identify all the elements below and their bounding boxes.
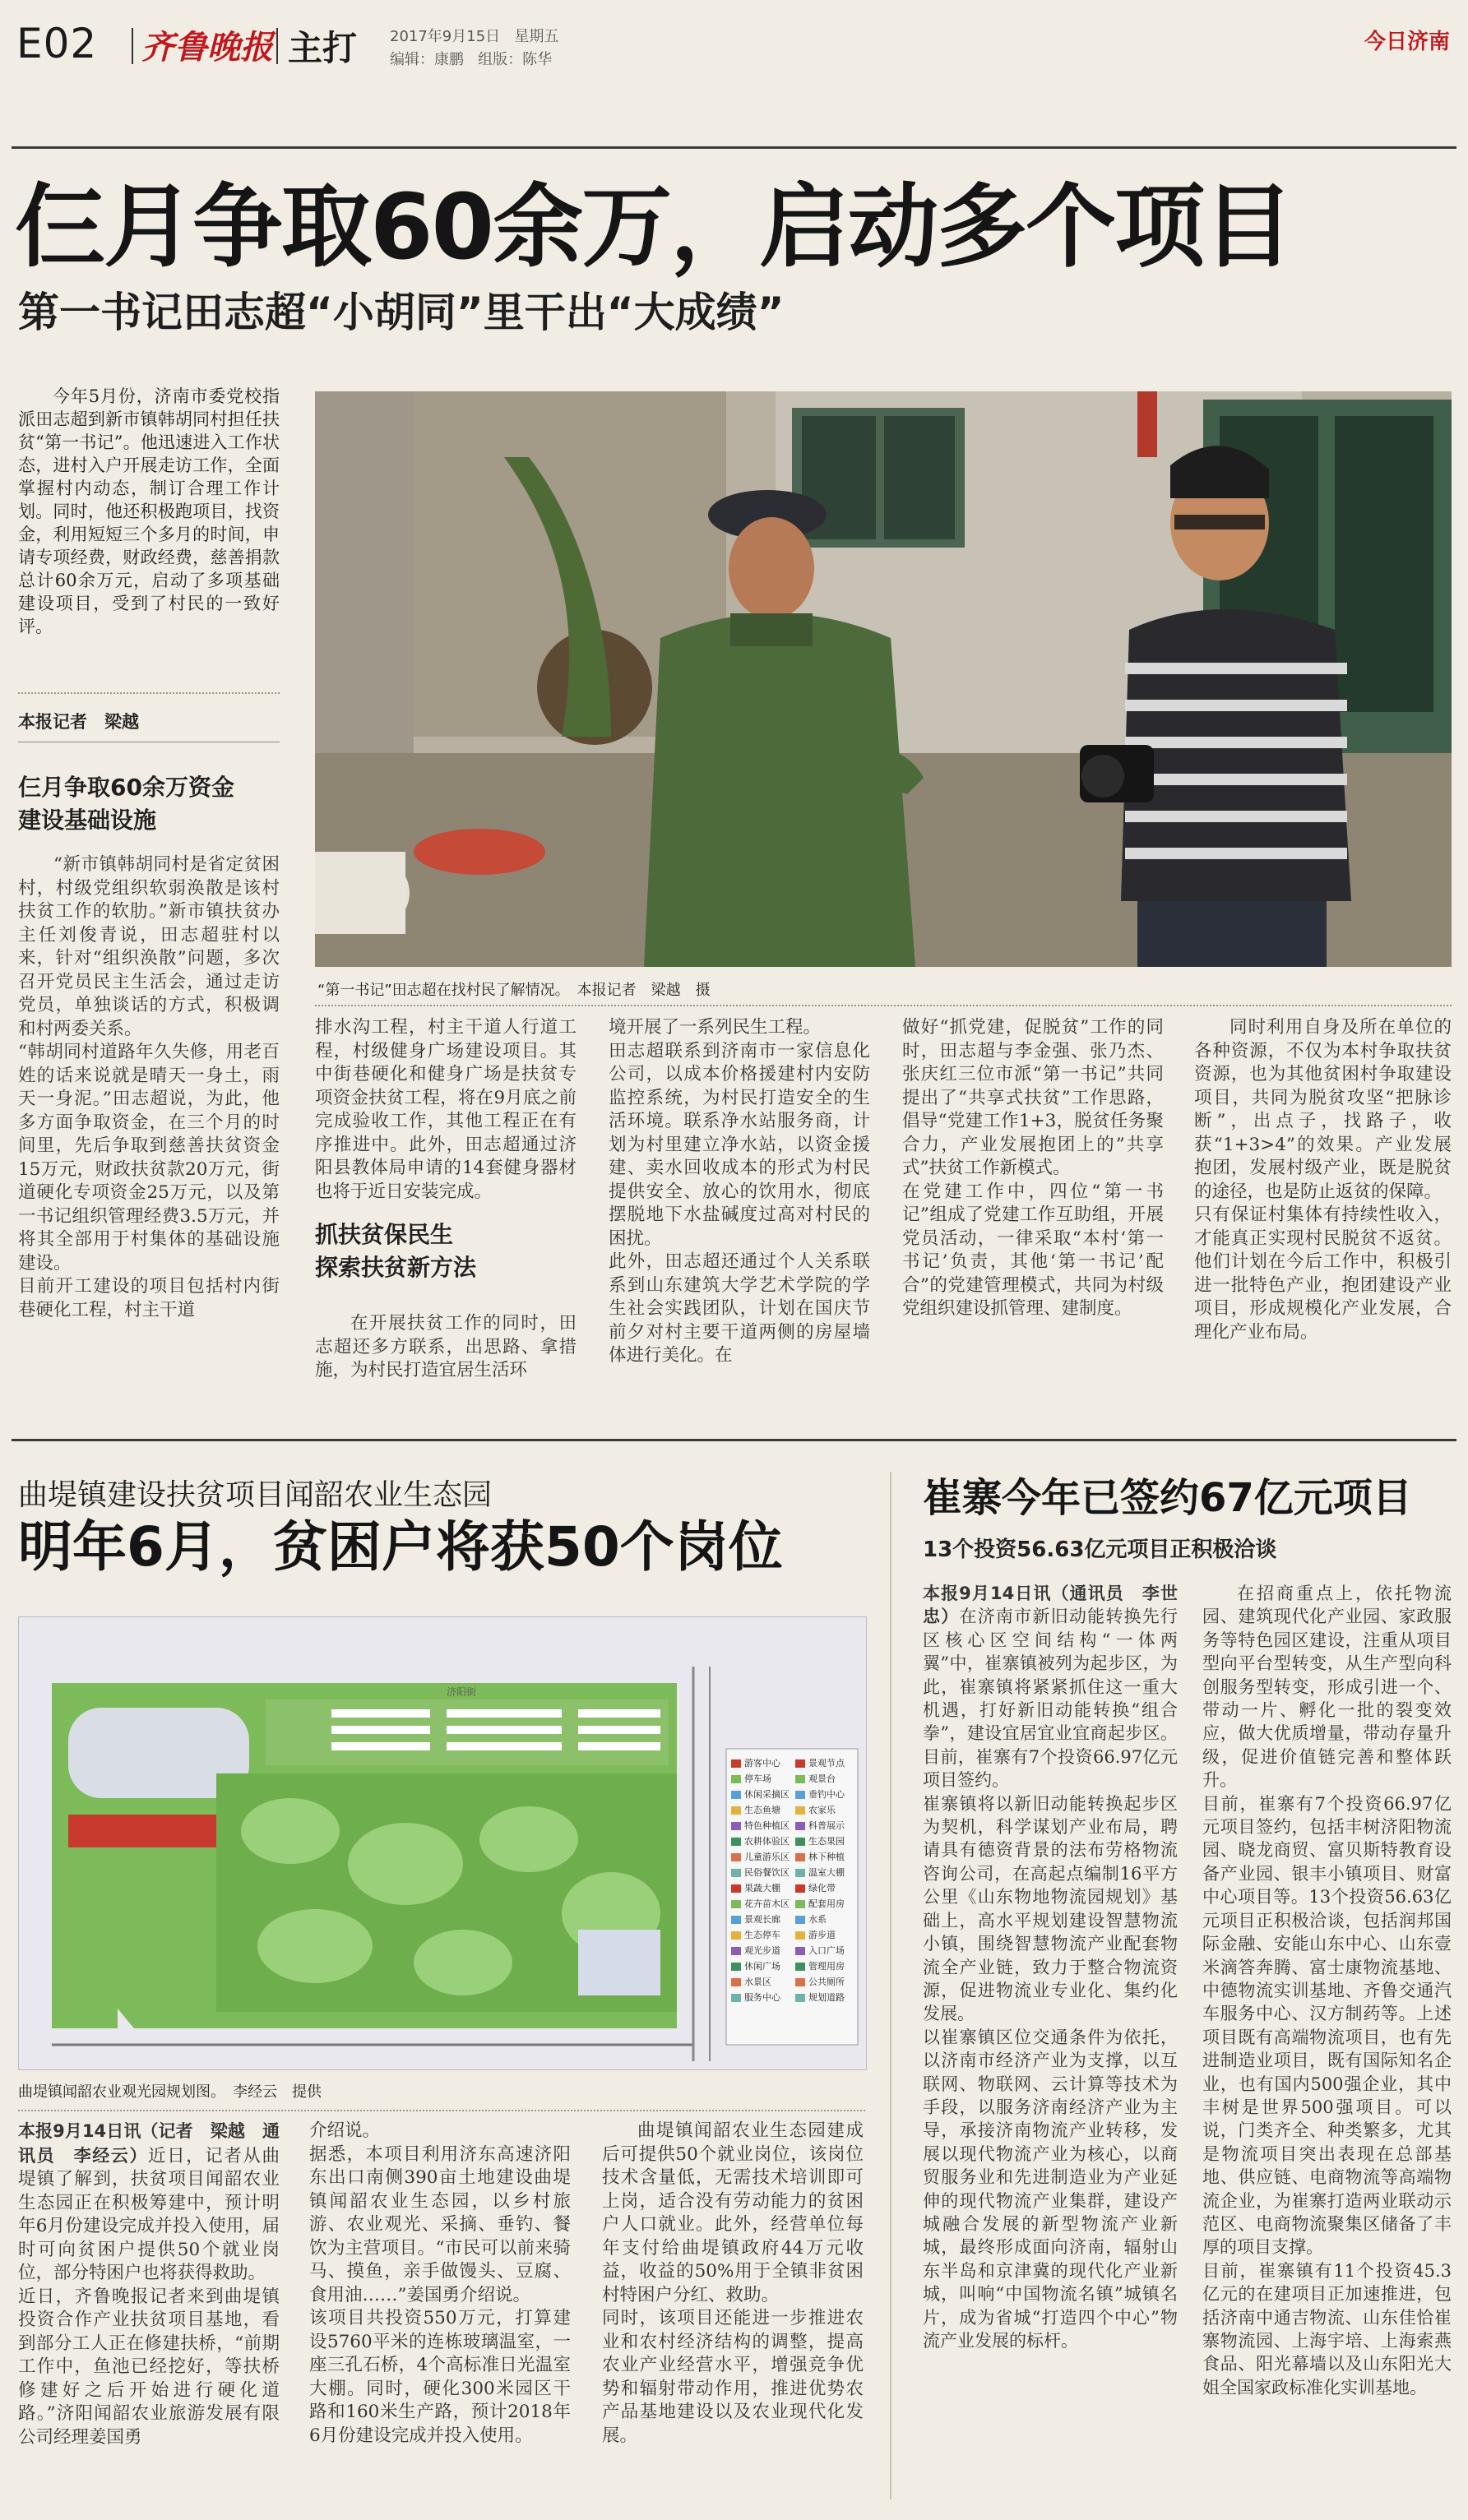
legend-label: 管理用房 bbox=[808, 1961, 845, 1972]
legend-swatch bbox=[731, 1806, 741, 1815]
legend-label: 停车场 bbox=[744, 1773, 771, 1784]
story2-byline: 本报9月14日讯（记者 梁越 通讯员 李经云） bbox=[18, 2121, 280, 2166]
legend-item bbox=[731, 1943, 794, 1958]
legend-label: 特色种植区 bbox=[744, 1820, 790, 1831]
editor-credits bbox=[390, 48, 552, 69]
legend-item bbox=[795, 1787, 854, 1802]
legend-swatch bbox=[731, 1963, 741, 1971]
lead-rule bbox=[18, 692, 280, 694]
legend-swatch bbox=[731, 1947, 741, 1955]
legend-swatch bbox=[795, 1884, 805, 1893]
legend-swatch bbox=[795, 1900, 805, 1908]
issue-date bbox=[390, 25, 558, 46]
legend-item bbox=[795, 1880, 854, 1896]
legend-item bbox=[731, 1974, 794, 1990]
story3-headline: 崔寨今年已签约67亿元项目 bbox=[923, 1475, 1412, 1521]
legend-item bbox=[795, 1818, 854, 1833]
legend-item bbox=[731, 1880, 794, 1896]
legend-label: 温室大棚 bbox=[808, 1867, 845, 1878]
legend-label: 服务中心 bbox=[744, 1992, 780, 2003]
story3-col1: 在济南市新旧动能转换先行区核心区空间结构“一体两翼”中，崔寨镇被列为起步区，为此，崔寨镇将紧紧抓住这一重大机遇，打好新旧动能转换“组合拳”，建设宜居宜业宜商起步区。目前，崔寨有7个投资66.97亿元项目签约。 崔寨镇将以新旧动能转换起步区为契机，科学谋划产业布局，聘请具有德资背景的法布劳格物流咨询公司，在高起点编制16平方公里《山东物地物流园规划》基础上，高水平规划建设智慧物流小镇，围绕智慧物流产业配套物流全产业链，致力于整合物流资源，促进物流业专业化、集约化发展。 以崔寨镇区位交通条件为依托，以济南市经济产业为支撑，以互联网、物联网、云计算等技术为手段，以服务济南经济产业为主导，承接济南物流产业转移，发展以现代物流产业为核心，以商贸服务业和先进制造业为产业延伸的现代物流产业集群，建设产城融合发展的新型物流产业新城，最终形成面向济南，辐射山东半岛和京津冀的现代化产业新城，叫响“中国物流名镇”城镇名片，成为省城“打造四个中心”物流产业发展的标杆。 bbox=[923, 1607, 1179, 2351]
legend-swatch bbox=[795, 1775, 805, 1783]
story2-text-1 bbox=[18, 2120, 280, 2449]
legend-label: 休闲采摘区 bbox=[744, 1789, 790, 1800]
legend-swatch bbox=[731, 1759, 741, 1768]
legend-label: 入口广场 bbox=[808, 1945, 845, 1956]
legend-label: 花卉苗木区 bbox=[744, 1898, 790, 1909]
row-rule bbox=[315, 1005, 1452, 1006]
legend-swatch bbox=[731, 1916, 741, 1924]
legend-column-left bbox=[731, 1755, 794, 2005]
legend-swatch bbox=[795, 1963, 805, 1971]
main-column-2b: 在开展扶贫工作的同时，田志超还多方联系，出思路、拿措施，为村民打造宜居生活环 bbox=[315, 1313, 577, 1380]
legend-swatch bbox=[731, 1978, 741, 1986]
legend-swatch bbox=[795, 1978, 805, 1986]
map-caption: 曲堤镇闻韶农业观光园规划图。 李经云 提供 bbox=[18, 2083, 322, 2101]
legend-label: 垂钓中心 bbox=[808, 1789, 845, 1800]
photo-farmer-and-secretary bbox=[315, 391, 1452, 967]
section-name: 主打 bbox=[288, 28, 358, 68]
legend-swatch bbox=[795, 1822, 805, 1830]
main-column-2: 排水沟工程，村主干道人行道工程，村级健身广场建设项目。其中街巷硬化和健身广场是扶贫专项资金扶贫工程，将在9月底之前完成验收工作，其他工程正在有序推进中。此外，田志超通过济阳县教体局申请的14套健身器材也将于近日安装完成。 bbox=[315, 1017, 577, 1202]
section-heading-1: 仨月争取60余万资金 建设基础设施 bbox=[18, 774, 234, 834]
legend-swatch bbox=[795, 1916, 805, 1924]
legend-item bbox=[731, 1990, 794, 2005]
legend-item bbox=[731, 1787, 794, 1802]
section-heading-2: 抓扶贫保民生 探索扶贫新方法 bbox=[315, 1221, 477, 1281]
legend-label: 儿童游乐区 bbox=[744, 1852, 790, 1862]
legend-item bbox=[731, 1818, 794, 1833]
story-divider bbox=[890, 1472, 891, 2499]
legend-swatch bbox=[731, 1931, 741, 1940]
legend-item bbox=[731, 1927, 794, 1943]
legend-item bbox=[795, 1755, 854, 1771]
map-rule bbox=[18, 2110, 865, 2111]
legend-item bbox=[795, 1896, 854, 1912]
legend-item bbox=[795, 1974, 854, 1990]
edition-label: 今日济南 bbox=[1364, 30, 1450, 54]
date-text: 2017年9月15日 bbox=[390, 28, 501, 45]
legend-item bbox=[795, 1865, 854, 1880]
legend-label: 景观节点 bbox=[808, 1758, 845, 1769]
legend-swatch bbox=[795, 1838, 805, 1846]
legend-item bbox=[795, 1943, 854, 1958]
photo-caption: “第一书记”田志超在找村民了解情况。 本报记者 梁越 摄 bbox=[317, 982, 711, 999]
legend-item bbox=[731, 1802, 794, 1818]
main-column-1: “新市镇韩胡同村是省定贫困村，村级党组织软弱涣散是该村扶贫工作的软肋。”新市镇扶贫办主任刘俊青说，田志超驻村以来，针对“组织涣散”问题，多次召开党员民主生活会，通过走访党员，单独谈话的方式，积极调和村两委关系。 “韩胡同村道路年久失修，用老百姓的话来说就是晴天一身土，雨天一身泥。”田志超说，为此，他多方面争取资金，在三个月的时间里，先后争取到慈善扶贫资金15万元，财政扶贫款20万元，街道硬化专项资金25万元，以及第一书记组织管理经费3.5万元，并将其全部用于村集体的基础设施建设。 目前开工建设的项目包括村内街巷硬化工程，村主干道 bbox=[18, 854, 280, 1320]
legend-swatch bbox=[795, 1994, 805, 2002]
legend-item bbox=[795, 1990, 854, 2005]
story3-column-1 bbox=[923, 1582, 1178, 2352]
legend-label: 观景台 bbox=[808, 1773, 836, 1784]
legend-swatch bbox=[795, 1806, 805, 1815]
legend-item bbox=[795, 1771, 854, 1787]
legend-swatch bbox=[731, 1822, 741, 1830]
legend-label: 水景区 bbox=[744, 1977, 771, 1987]
legend-label: 果蔬大棚 bbox=[744, 1883, 780, 1893]
story2-kicker: 曲堤镇建设扶贫项目闻韶农业生态园 bbox=[18, 1478, 493, 1512]
legend-swatch bbox=[795, 1759, 805, 1768]
legend-item bbox=[731, 1958, 794, 1974]
legend-label: 观光步道 bbox=[744, 1945, 780, 1956]
legend-swatch bbox=[731, 1775, 741, 1783]
legend-swatch bbox=[731, 1853, 741, 1861]
story2-headline: 明年6月，贫困户将获50个岗位 bbox=[18, 1515, 783, 1579]
legend-label: 农家乐 bbox=[808, 1805, 836, 1815]
story3-subheadline: 13个投资56.63亿元项目正积极洽谈 bbox=[923, 1537, 1277, 1562]
legend-item bbox=[731, 1896, 794, 1912]
masthead-divider bbox=[132, 28, 133, 64]
legend-swatch bbox=[731, 1838, 741, 1846]
legend-item bbox=[795, 1927, 854, 1943]
plan-map bbox=[18, 1616, 867, 2070]
page-number: E02 bbox=[16, 20, 98, 67]
masthead-rule bbox=[12, 146, 1456, 149]
legend-swatch bbox=[731, 1994, 741, 2002]
story3-column-2: 在招商重点上，依托物流园、建筑现代化产业园、家政服务等特色园区建设，注重从项目型向平台型转变，从生产型向科创服务型转变，形成引进一个、带动一片、孵化一批的裂变效应，做大优质增量，带动存量升级，促进价值链完善和整体跃升。 目前，崔寨有7个投资66.97亿元项目签约，包括丰树济阳物流园、晓龙商贸、富贝斯特教育设备产业园、银丰小镇项目、财富中心项目等。13个投资56.63亿元项目正积极洽谈，包括润邦国际金融、安能山东中心、山东壹米滴答奔腾、富士康物流基地、中德物流实训基地、齐鲁交通汽车服务中心、汉方制药等。上述项目既有高端物流项目，也有先进制造业项目，既有国际知名企业，也有国内500强企业，其中丰树是世界500强项目。可以说，门类齐全、种类繁多，尤其是物流项目突出表现在总部基地、供应链、电商物流等高端物流企业，为崔寨打造两业联动示范区、电商物流聚集区储备了丰厚的项目支撑。 目前，崔寨镇有11个投资45.3亿元的在建项目正加速推进，包括济南中通吉物流、山东佳恰崔寨物流园、上海宇培、上海索燕食品、阳光幕墙以及山东阳光大姐全国家政标准化实训基地。 bbox=[1202, 1584, 1452, 2397]
legend-item bbox=[731, 1849, 794, 1865]
story2-column-2: 介绍说。 据悉，本项目利用济东高速济阳东出口南侧390亩土地建设曲堤镇闻韶农业生态园，以乡村旅游、农业观光、采摘、垂钓、餐饮为主营项目。“市民可以前来骑马、摸鱼，亲手做馒头、豆腐、食用油……”姜国勇介绍说。 该项目共投资550万元，打算建设5760平米的连栋玻璃温室，一座三孔石桥，4个高标准日光温室大棚。同时，硬化300米园区干路和160米生产路，预计2018年6月份建设完成并投入使用。 bbox=[309, 2120, 571, 2446]
legend-label: 科普展示 bbox=[808, 1820, 845, 1831]
legend-item bbox=[795, 1849, 854, 1865]
main-byline: 本报记者 梁越 bbox=[18, 712, 139, 732]
main-lead: 今年5月份，济南市委党校指派田志超到新市镇韩胡同村担任扶贫“第一书记”。他迅速进入工作状态，进村入户开展走访工作，全面掌握村内动态，制订合理工作计划。同时，他还积极跑项目，找资金，利用短短三个多月的时间，申请专项经费，财政经费，慈善捐款总计60余万元，启动了多项基础建设项目，受到了村民的一致好评。 bbox=[18, 386, 280, 636]
legend-label: 游客中心 bbox=[744, 1758, 780, 1769]
story2-column-1 bbox=[18, 2120, 280, 2449]
weekday-text: 星期五 bbox=[514, 28, 559, 45]
legend-label: 游步道 bbox=[808, 1930, 836, 1940]
legend-swatch bbox=[795, 1791, 805, 1799]
map-road-label: 济阳街 bbox=[447, 1686, 477, 1698]
legend-item bbox=[795, 1802, 854, 1818]
legend-label: 规划道路 bbox=[808, 1992, 845, 2003]
legend-label: 生态果园 bbox=[808, 1836, 845, 1847]
legend-item bbox=[731, 1833, 794, 1849]
legend-swatch bbox=[795, 1947, 805, 1955]
legend-label: 民俗餐饮区 bbox=[744, 1867, 790, 1878]
legend-label: 水系 bbox=[808, 1914, 827, 1925]
legend-item bbox=[731, 1865, 794, 1880]
legend-label: 生态鱼塘 bbox=[744, 1805, 780, 1815]
legend-label: 农耕体验区 bbox=[744, 1836, 790, 1847]
legend-swatch bbox=[795, 1931, 805, 1940]
legend-swatch bbox=[731, 1791, 741, 1799]
legend-swatch bbox=[795, 1869, 805, 1877]
section-rule bbox=[12, 1439, 1456, 1441]
legend-item bbox=[731, 1912, 794, 1927]
paper-logo: 齐鲁晚报 bbox=[141, 28, 273, 67]
main-headline: 仨月争取60余万，启动多个项目 bbox=[15, 174, 1293, 280]
masthead-divider-2 bbox=[276, 28, 278, 64]
legend-item bbox=[795, 1912, 854, 1927]
legend-item bbox=[731, 1755, 794, 1771]
legend-label: 休闲广场 bbox=[744, 1961, 780, 1972]
legend-item bbox=[795, 1958, 854, 1974]
legend-label: 生态停车 bbox=[744, 1930, 780, 1940]
legend-label: 景观长廊 bbox=[744, 1914, 780, 1925]
story2-column-3: 曲堤镇闻韶农业生态园建成后可提供50个就业岗位，该岗位技术含量低，无需技术培训即可上岗，适合没有劳动能力的贫困户人口就业。此外，经营单位每年支付给曲堤镇政府44万元收益，收益的50%用于全镇非贫困村特困户分红、救助。 同时，该项目还能进一步推进农业和农村经济结构的调整，提高农业产业经营水平，增强竞争优势和辐射带动作用，推进优势农产品基地建设以及农业现代化发展。 bbox=[602, 2120, 864, 2446]
editor-text: 编辑：康鹏 bbox=[390, 51, 464, 68]
legend-swatch bbox=[731, 1884, 741, 1893]
legend-item bbox=[731, 1771, 794, 1787]
legend-label: 配套用房 bbox=[808, 1898, 845, 1909]
main-column-4: 做好“抓党建，促脱贫”工作的同时，田志超与李金强、张乃杰、张庆红三位市派“第一书记”共同提出了“共享式扶贫”工作思路，倡导“党建工作1+3，脱贫任务聚合力，产业发展抱团上的”共享式”扶贫工作新模式。 在党建工作中，四位“第一书记”组成了党建工作互助组，开展党员活动，一律采取“本村‘第一书记’负责，其他‘第一书记’配合”的党建管理模式，共同为村级党组织建设抓管理、建制度。 bbox=[902, 1017, 1164, 1319]
story3-byline: 本报9月14日讯（通讯员 李世忠） bbox=[923, 1584, 1178, 1627]
legend-swatch bbox=[731, 1900, 741, 1908]
legend-label: 公共厕所 bbox=[808, 1977, 845, 1987]
legend-column-right bbox=[795, 1755, 854, 2005]
legend-item bbox=[795, 1833, 854, 1849]
story2-col1: 近日，记者从曲堤镇了解到，扶贫项目闻韶农业生态园正在积极筹建中，预计明年6月份建设完成并投入使用，届时可向贫困户提供50个就业岗位，部分特困户也将获得救助。 近日，齐鲁晚报记者来到曲堤镇投资合作产业扶贫项目基地，看到部分工人正在修建扶桥，“前期工作中，鱼池已经挖好，等扶桥修建好之后开始进行硬化道路。”济阳闻韶农业旅游发展有限公司经理姜国勇 bbox=[18, 2145, 280, 2448]
legend-swatch bbox=[795, 1853, 805, 1861]
legend-label: 绿化带 bbox=[808, 1883, 836, 1893]
layout-text: 组版：陈华 bbox=[478, 51, 553, 68]
main-column-5: 同时利用自身及所在单位的各种资源，不仅为本村争取扶贫资源，也为其他贫困村争取建设项目，共同为脱贫攻坚“把脉诊断”，出点子，找路子，收获“1+3>4”的效果。产业发展抱团，发展村级产业，既是脱贫的途径，也是防止返贫的保障。 只有保证村集体有持续性收入，才能真正实现村民脱贫不返贫。他们计划在今后工作中，积极引进一批特色产业，抱团建设产业项目，形成规模化产业发展，合理化产业布局。 bbox=[1194, 1017, 1452, 1343]
story3-text-1 bbox=[923, 1582, 1178, 2352]
legend-swatch bbox=[731, 1869, 741, 1877]
main-photo bbox=[315, 391, 1452, 967]
main-column-3: 境开展了一系列民生工程。 田志超联系到济南市一家信息化公司，以成本价格援建村内安防监控系统，为村民打造安全的生活环境。联系净水站服务商，计划为村里建立净水站，以资金援建、卖水回收成本的形式为村民提供安全、放心的饮用水，彻底摆脱地下水盐碱度过高对村民的困扰。 此外，田志超还通过个人关系联系到山东建筑大学艺术学院的学生社会实践团队，计划在国庆节前夕对村主要干道两侧的房屋墙体进行美化。在 bbox=[609, 1017, 870, 1366]
main-subheadline: 第一书记田志超“小胡同”里干出“大成绩” bbox=[18, 289, 785, 336]
legend-label: 林下种植 bbox=[808, 1852, 845, 1862]
